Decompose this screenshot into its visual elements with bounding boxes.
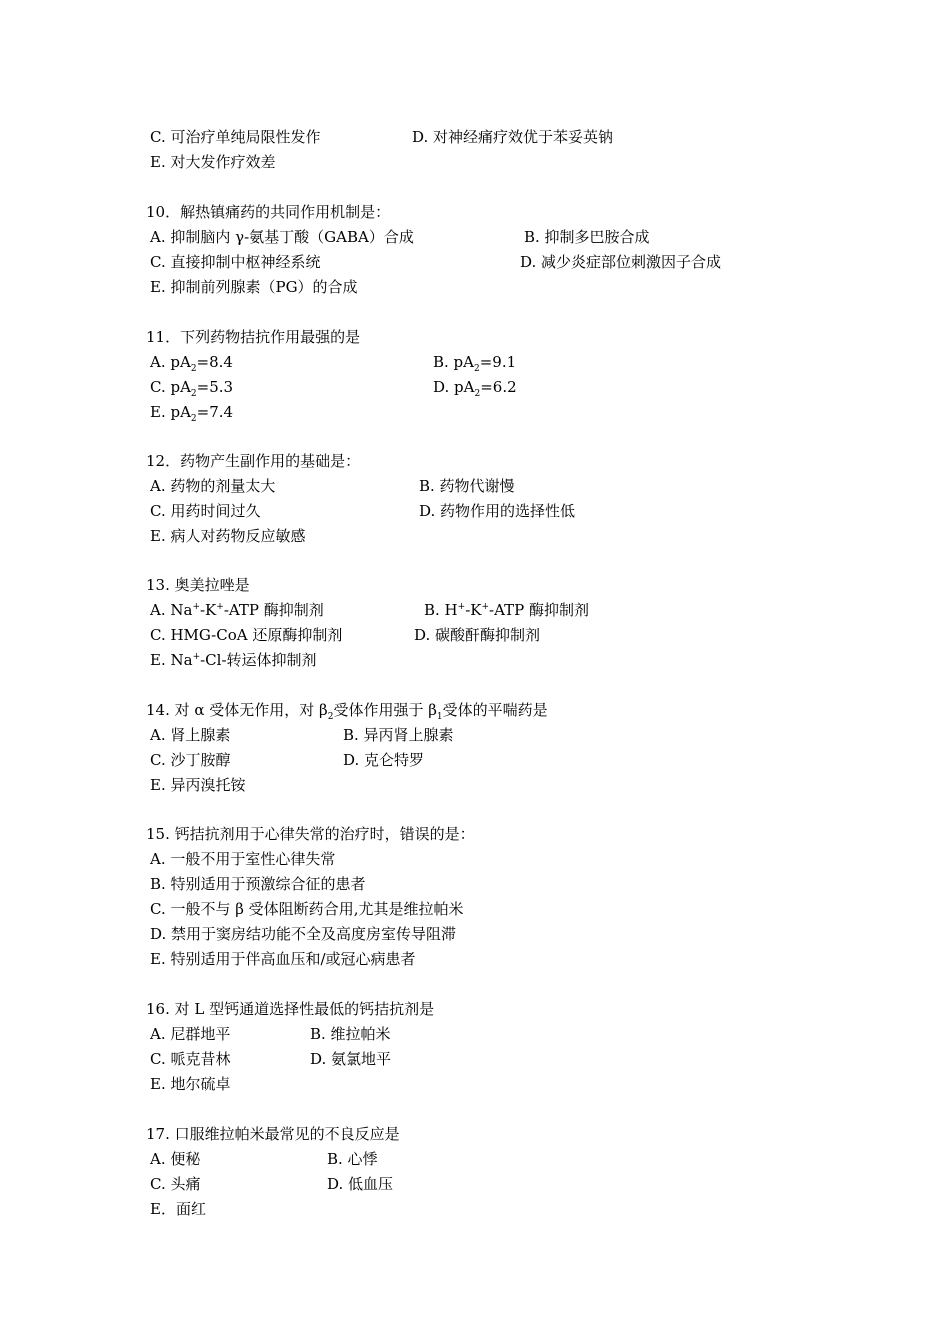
q12-option-d: D. 药物作用的选择性低 [419, 502, 576, 520]
q11-option-e: E. $pA_2=7.4$ [150, 403, 234, 424]
q13-option-e: E. Na+-Cl-转运体抑制剂 [150, 651, 317, 669]
q15-option-c: C. 一般不与 β 受体阻断药合用,尤其是维拉帕米 [150, 900, 464, 918]
q14-option-c: C. 沙丁胺醇 [150, 751, 231, 769]
q11-option-d: D. $pA_2=6.2$ [433, 378, 517, 399]
q16-option-c: C. 哌克昔林 [150, 1050, 231, 1068]
q10-option-d: D. 减少炎症部位刺激因子合成 [520, 253, 722, 271]
q14-stem: 14. 对 α 受体无作用，对 $\beta_2$受体作用强于 $\beta_1$受体的平喘药是 [146, 701, 548, 722]
q12-option-b: B. 药物代谢慢 [419, 477, 515, 495]
q12-stem: 12．药物产生副作用的基础是： [146, 452, 361, 470]
q17-stem: 17. 口服维拉帕米最常见的不良反应是 [146, 1125, 400, 1143]
q17-option-c: C. 头痛 [150, 1175, 201, 1193]
q10-option-a: A. 抑制脑内 γ-氨基丁酸（GABA）合成 [150, 228, 414, 246]
q11-option-b: B. $pA_2=9.1$ [433, 353, 517, 374]
q16-option-e: E. 地尔硫卓 [150, 1075, 231, 1093]
q17-option-a: A. 便秘 [150, 1150, 201, 1168]
q14-option-e: E. 异丙溴托铵 [150, 776, 246, 794]
q16-stem: 16. 对 L 型钙通道选择性最低的钙拮抗剂是 [146, 1000, 435, 1018]
q15-option-a: A. 一般不用于室性心律失常 [150, 850, 336, 868]
q12-option-a: A. 药物的剂量太大 [150, 477, 276, 495]
q14-option-b: B. 异丙肾上腺素 [343, 726, 454, 744]
q9-option-e: E. 对大发作疗效差 [150, 153, 276, 171]
q11-option-a: A. $pA_2=8.4$ [150, 353, 233, 374]
q9-option-d: D. 对神经痛疗效优于苯妥英钠 [412, 128, 614, 146]
q13-option-b: B. H+-K+-ATP 酶抑制剂 [424, 601, 589, 619]
q11-stem: 11．下列药物拮抗作用最强的是 [146, 328, 361, 346]
q16-option-a: A. 尼群地平 [150, 1025, 231, 1043]
q15-stem: 15. 钙拮抗剂用于心律失常的治疗时，错误的是： [146, 825, 475, 843]
q9-option-c: C. 可治疗单纯局限性发作 [150, 128, 321, 146]
q14-option-a: A. 肾上腺素 [150, 726, 231, 744]
q13-option-c: C. HMG-CoA 还原酶抑制剂 [150, 626, 343, 644]
q16-option-d: D. 氨氯地平 [310, 1050, 392, 1068]
q11-option-c: C. $pA_2=5.3$ [150, 378, 234, 399]
q10-option-e: E. 抑制前列腺素（PG）的合成 [150, 278, 358, 296]
q13-option-a: A. Na+-K+-ATP 酶抑制剂 [150, 601, 324, 619]
q13-option-d: D. 碳酸酐酶抑制剂 [414, 626, 541, 644]
q15-option-d: D. 禁用于窦房结功能不全及高度房室传导阻滞 [150, 925, 457, 943]
q10-option-c: C. 直接抑制中枢神经系统 [150, 253, 321, 271]
q14-option-d: D. 克仑特罗 [343, 751, 425, 769]
q15-option-e: E. 特别适用于伴高血压和/或冠心病患者 [150, 950, 416, 968]
q12-option-c: C. 用药时间过久 [150, 502, 261, 520]
q17-option-e: E．面红 [150, 1200, 206, 1218]
q17-option-d: D. 低血压 [327, 1175, 394, 1193]
q17-option-b: B. 心悸 [327, 1150, 378, 1168]
q10-stem: 10．解热镇痛药的共同作用机制是： [146, 203, 391, 221]
q15-option-b: B. 特别适用于预激综合征的患者 [150, 875, 366, 893]
q13-stem: 13. 奥美拉唑是 [146, 576, 250, 594]
q16-option-b: B. 维拉帕米 [310, 1025, 391, 1043]
q12-option-e: E. 病人对药物反应敏感 [150, 527, 306, 545]
q10-option-b: B. 抑制多巴胺合成 [524, 228, 650, 246]
